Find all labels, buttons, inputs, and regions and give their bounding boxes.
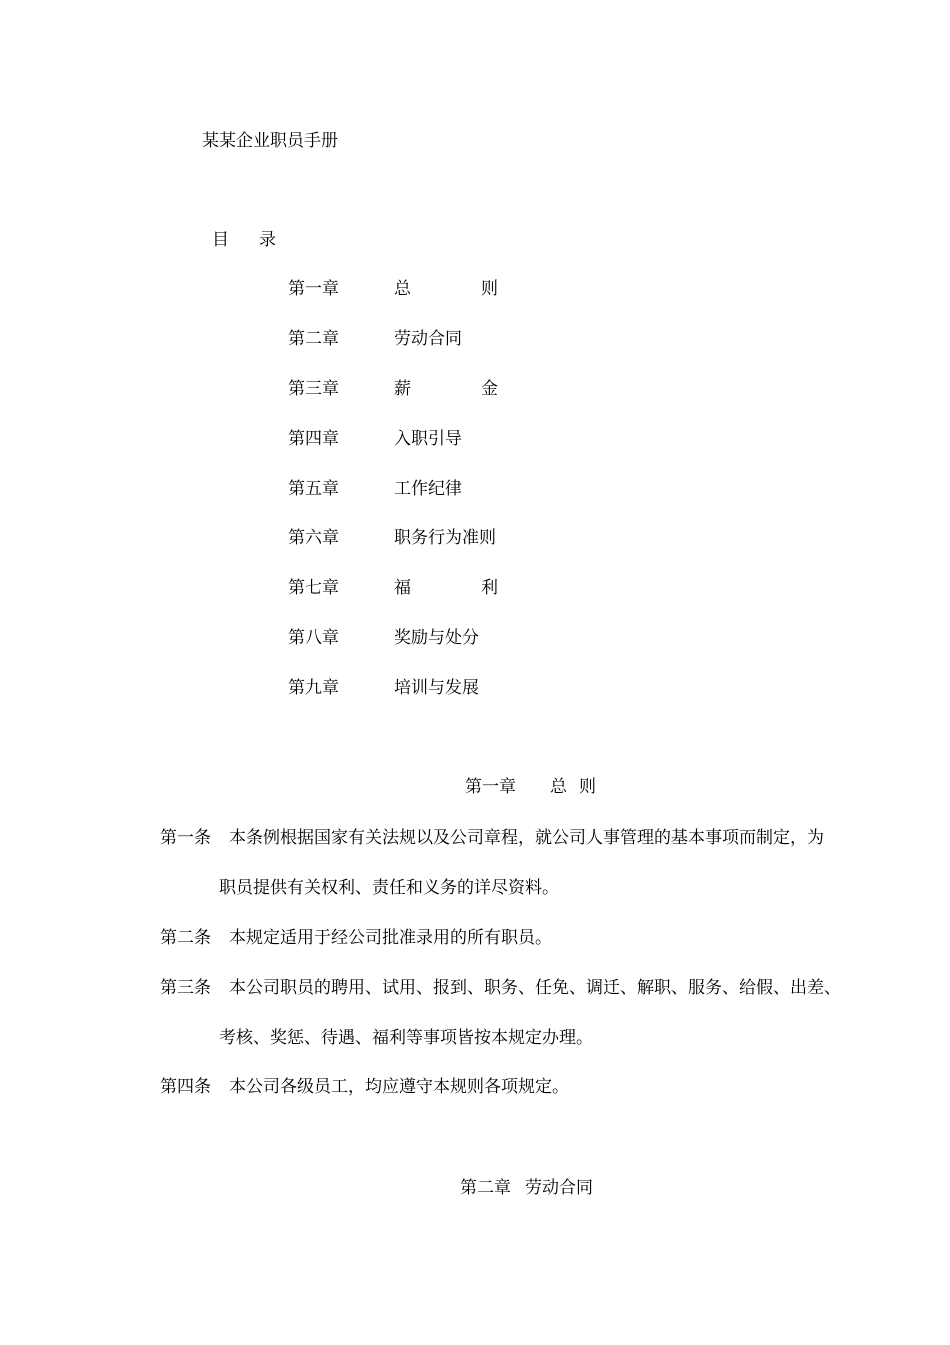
toc-item-1-num[interactable]: 第一章 — [288, 279, 339, 299]
toc-item-3-name-char-1: 薪 — [394, 379, 411, 399]
article-2-line-1: 本规定适用于经公司批准录用的所有职员。 — [229, 928, 552, 948]
chapter-2-heading — [460, 1178, 593, 1198]
toc-item-2-name[interactable]: 劳动合同 — [394, 329, 462, 349]
article-4-line-1: 本公司各级员工，均应遵守本规则各项规定。 — [229, 1077, 569, 1097]
article-3-label: 第三条 — [160, 978, 211, 998]
toc-item-1-name-char-1: 总 — [394, 279, 411, 299]
toc-item-6-name[interactable]: 职务行为准则 — [394, 528, 496, 548]
toc-item-7-name-char-2: 利 — [481, 578, 498, 598]
toc-item-1-name[interactable] — [394, 279, 498, 299]
chapter-1-num: 第一章 — [465, 777, 516, 797]
toc-item-4-num[interactable]: 第四章 — [288, 429, 339, 449]
toc-item-7-name-char-1: 福 — [394, 578, 411, 598]
article-4-label: 第四条 — [160, 1077, 211, 1097]
toc-item-8-num[interactable]: 第八章 — [288, 628, 339, 648]
toc-item-5-name[interactable]: 工作纪律 — [394, 479, 462, 499]
chapter-1-name — [550, 777, 596, 797]
toc-item-5-num[interactable]: 第五章 — [288, 479, 339, 499]
toc-item-6-num[interactable]: 第六章 — [288, 528, 339, 548]
article-3-line-1: 本公司职员的聘用、试用、报到、职务、任免、调迁、解职、服务、给假、出差、 — [229, 978, 841, 998]
toc-item-3-name-char-2: 金 — [481, 379, 498, 399]
toc-item-9-name[interactable]: 培训与发展 — [394, 678, 479, 698]
chapter-2-name: 劳动合同 — [525, 1178, 593, 1198]
article-1-label: 第一条 — [160, 828, 211, 848]
toc-item-1-name-char-2: 则 — [481, 279, 498, 299]
chapter-1-name-char-1: 总 — [550, 777, 567, 797]
toc-item-8-name[interactable]: 奖励与处分 — [394, 628, 479, 648]
toc-heading — [212, 230, 276, 250]
article-1-line-2: 职员提供有关权利、责任和义务的详尽资料。 — [219, 878, 559, 898]
article-3-line-2: 考核、奖惩、待遇、福利等事项皆按本规定办理。 — [219, 1028, 593, 1048]
article-2-label: 第二条 — [160, 928, 211, 948]
chapter-1-name-char-2: 则 — [579, 777, 596, 797]
article-1-line-1: 本条例根据国家有关法规以及公司章程，就公司人事管理的基本事项而制定，为 — [229, 828, 824, 848]
toc-item-3-name[interactable] — [394, 379, 498, 399]
chapter-2-num: 第二章 — [460, 1178, 511, 1198]
document-title: 某某企业职员手册 — [202, 131, 338, 151]
toc-item-7-num[interactable]: 第七章 — [288, 578, 339, 598]
toc-item-3-num[interactable]: 第三章 — [288, 379, 339, 399]
toc-item-7-name[interactable] — [394, 578, 498, 598]
chapter-1-heading — [465, 777, 596, 797]
toc-item-2-num[interactable]: 第二章 — [288, 329, 339, 349]
toc-item-4-name[interactable]: 入职引导 — [394, 429, 462, 449]
toc-heading-char-2: 录 — [259, 230, 276, 250]
toc-heading-char-1: 目 — [212, 230, 229, 250]
toc-item-9-num[interactable]: 第九章 — [288, 678, 339, 698]
